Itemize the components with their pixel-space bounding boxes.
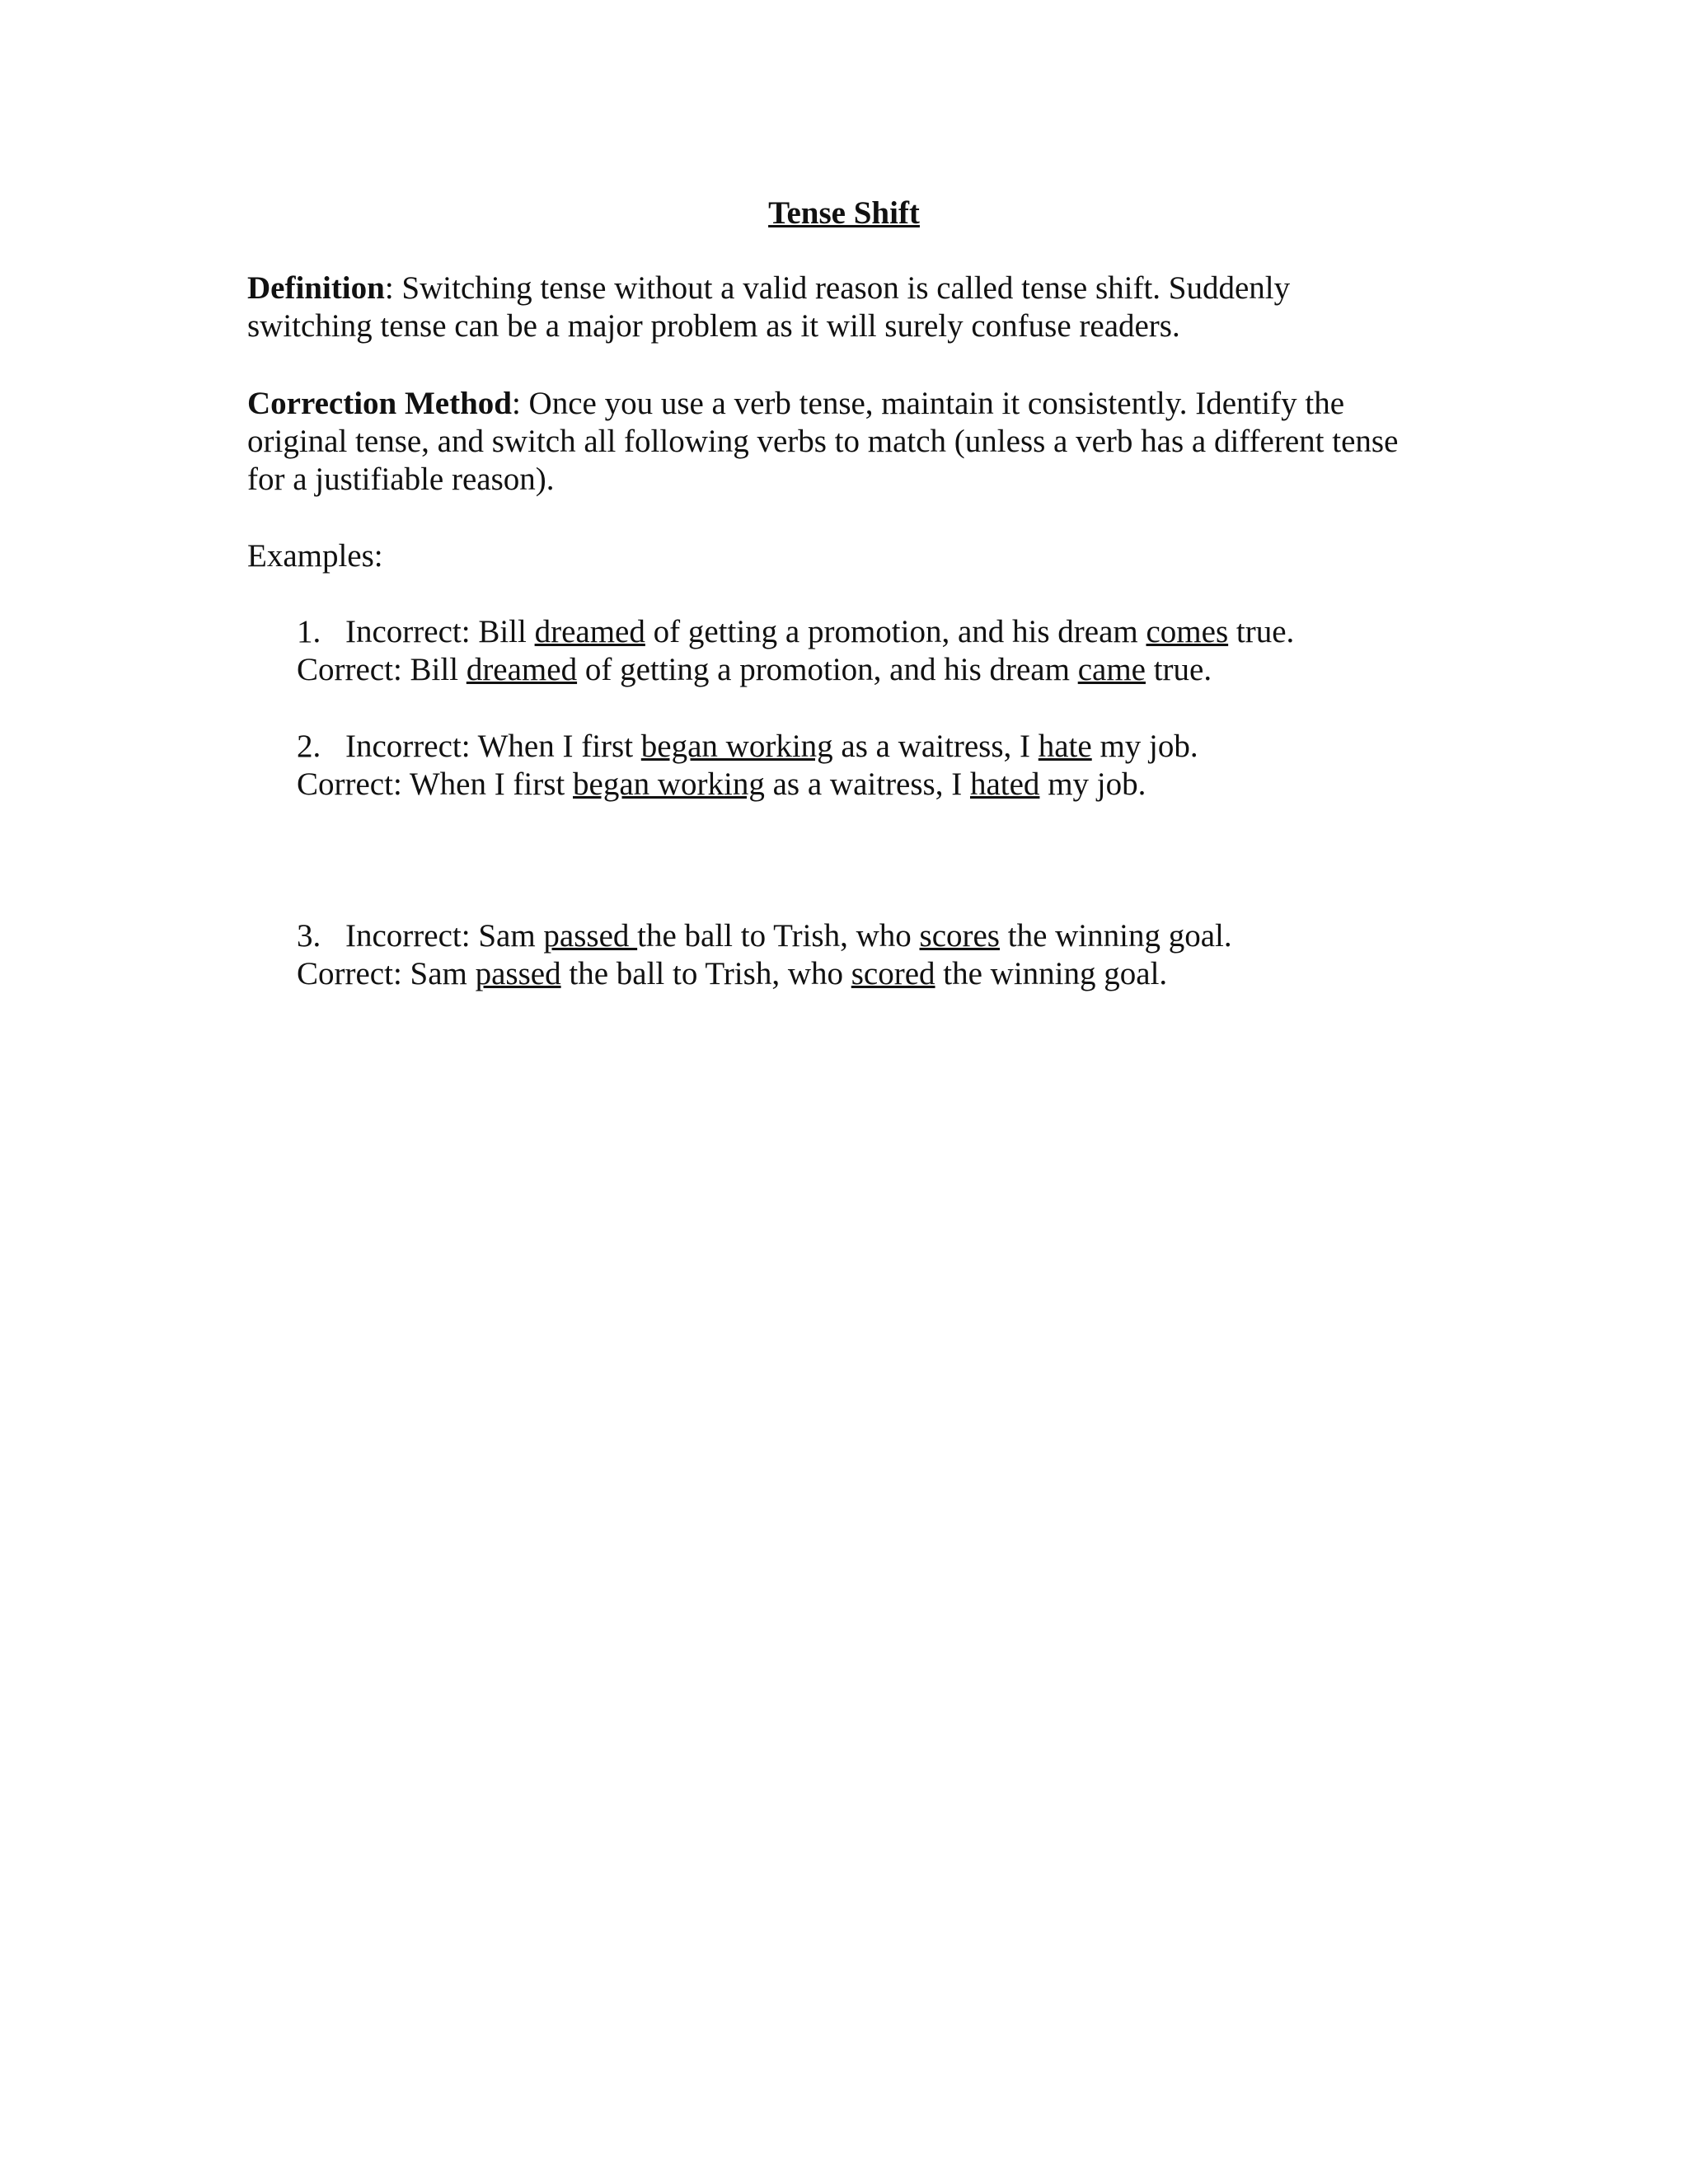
example-text: the winning goal. xyxy=(999,918,1232,954)
example-text: true. xyxy=(1228,614,1295,649)
example-2-correct xyxy=(297,766,1198,804)
underlined-verb: dreamed xyxy=(466,652,578,687)
underlined-verb: passed xyxy=(543,918,638,954)
correction-paragraph xyxy=(247,385,1467,499)
underlined-verb: scores xyxy=(919,918,1000,954)
underlined-verb: dreamed xyxy=(534,614,645,649)
correction-text-1: : Once you use a verb tense, maintain it consistently. Identify the xyxy=(511,386,1345,421)
example-1-incorrect xyxy=(297,613,1294,651)
example-text: Incorrect: When I first xyxy=(345,729,641,764)
page-title: Tense Shift xyxy=(768,195,920,231)
example-number: 1. xyxy=(297,614,321,649)
underlined-verb: began working xyxy=(640,729,833,764)
example-3 xyxy=(297,917,1232,993)
example-text: the winning goal. xyxy=(935,956,1168,991)
example-2 xyxy=(297,728,1198,804)
example-number: 3. xyxy=(297,918,321,954)
example-text: Correct: Bill xyxy=(297,652,467,687)
example-text: Incorrect: Sam xyxy=(345,918,544,954)
underlined-verb: began working xyxy=(573,766,765,802)
example-text: true. xyxy=(1145,652,1212,687)
example-text: as a waitress, I xyxy=(764,766,970,802)
example-text: of getting a promotion, and his dream xyxy=(577,652,1078,687)
underlined-verb: came xyxy=(1077,652,1146,687)
definition-line-2: switching tense can be a major problem as it will surely confuse readers. xyxy=(247,308,1180,344)
correction-line-3: for a justifiable reason). xyxy=(247,462,555,497)
examples-label: Examples: xyxy=(247,538,383,574)
example-3-incorrect xyxy=(297,917,1232,955)
example-2-incorrect xyxy=(297,728,1198,766)
definition-text-1: : Switching tense without a valid reason is called tense shift. Suddenly xyxy=(384,270,1291,306)
example-text: Correct: Sam xyxy=(297,956,476,991)
correction-line-1 xyxy=(247,385,1467,423)
correction-line-2: original tense, and switch all following verbs to match (unless a verb has a different tense xyxy=(247,424,1399,459)
example-text: the ball to Trish, who xyxy=(560,956,851,991)
example-text: as a waitress, I xyxy=(832,729,1039,764)
example-number: 2. xyxy=(297,729,321,764)
example-text: of getting a promotion, and his dream xyxy=(645,614,1146,649)
example-text: Incorrect: Bill xyxy=(345,614,535,649)
example-3-correct xyxy=(297,955,1232,993)
example-text: Correct: When I first xyxy=(297,766,574,802)
example-text: the ball to Trish, who xyxy=(637,918,920,954)
correction-label: Correction Method xyxy=(247,386,512,421)
definition-paragraph xyxy=(247,269,1467,345)
underlined-verb: hated xyxy=(969,766,1040,802)
underlined-verb: passed xyxy=(475,956,561,991)
example-1-correct xyxy=(297,651,1294,689)
definition-line-1 xyxy=(247,269,1467,307)
example-text: my job. xyxy=(1039,766,1146,802)
definition-label: Definition xyxy=(247,270,385,306)
example-1 xyxy=(297,613,1294,689)
underlined-verb: scored xyxy=(851,956,935,991)
underlined-verb: hate xyxy=(1038,729,1092,764)
example-text: my job. xyxy=(1091,729,1198,764)
underlined-verb: comes xyxy=(1146,614,1229,649)
